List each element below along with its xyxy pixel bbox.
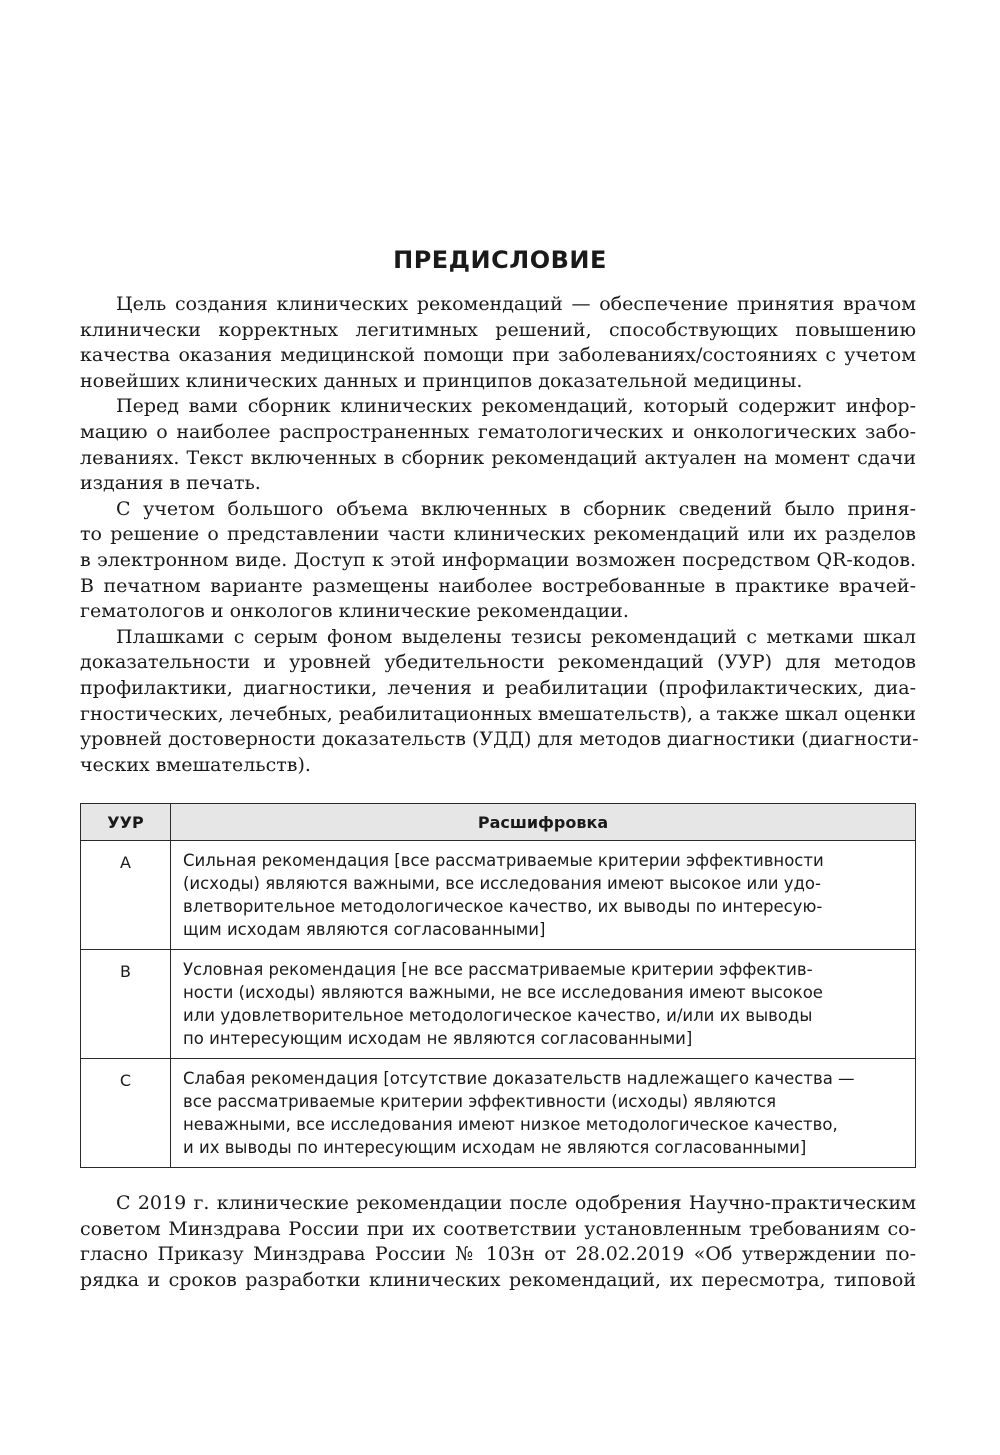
- table-header-row: [81, 804, 916, 841]
- text-line: С 2019 г. клинические рекомендации после одобрения Научно-практическим: [116, 1192, 916, 1214]
- text-line: гласно Приказу Минздрава России № 103н от 28.02.2019 «Об утверждении по-: [80, 1243, 916, 1266]
- text-line: клинически корректных легитимных решений, способствующих повышению: [80, 318, 916, 341]
- text-line: ческих вмешательств).: [80, 753, 311, 776]
- paragraph-scales: [80, 625, 919, 779]
- paragraph-purpose: [80, 292, 916, 394]
- cell-line: все рассматриваемые критерии эффективности (исходы) являются: [183, 1092, 777, 1111]
- cell-line: ности (исходы) являются важными, не все исследования имеют высокое: [183, 983, 823, 1002]
- cell-line: Слабая рекомендация [отсутствие доказательств надлежащего качества —: [183, 1069, 855, 1088]
- cell-line: (исходы) являются важными, все исследования имеют высокое или удо-: [183, 874, 821, 893]
- page-title: ПРЕДИСЛОВИЕ: [393, 246, 607, 274]
- text-line: Плашками с серым фоном выделены тезисы рекомендаций с метками шкал: [116, 625, 916, 648]
- text-line: В печатном варианте размещены наиболее востребованные в практике врачей-: [80, 574, 916, 597]
- cell-line: Условная рекомендация [не все рассматриваемые критерии эффектив-: [183, 960, 813, 979]
- table-row: [81, 950, 916, 1059]
- description-cell: [171, 1059, 916, 1168]
- text-line: издания в печать.: [80, 472, 261, 495]
- text-line: качества оказания медицинской помощи при заболеваниях/состояниях с учетом: [80, 344, 916, 367]
- closing-text: [80, 1191, 916, 1293]
- text-line: гностических, лечебных, реабилитационных вмешательств), а также шкал оценки: [80, 702, 916, 725]
- text-line: в электронном виде. Доступ к этой информации возможен посредством QR-кодов.: [80, 548, 916, 571]
- text-line: леваниях. Текст включенных в сборник рекомендаций актуален на момент сдачи: [80, 446, 916, 469]
- text-line: гематологов и онкологов клинические рекомендации.: [80, 600, 629, 623]
- cell-line: влетворительное методологическое качество, их выводы по интересую-: [183, 897, 823, 916]
- cell-line: щим исходам являются согласованными]: [183, 920, 546, 939]
- text-line: рядка и сроков разработки клинических рекомендаций, их пересмотра, типовой: [80, 1268, 916, 1291]
- grade-cell: A: [81, 841, 171, 950]
- description-cell: [171, 841, 916, 950]
- text-line: профилактики, диагностики, лечения и реабилитации (профилактических, диа-: [80, 676, 916, 699]
- column-header-description: Расшифровка: [171, 804, 916, 841]
- intro-text: [80, 292, 919, 778]
- grade-cell: B: [81, 950, 171, 1059]
- table-row: [81, 1059, 916, 1168]
- cell-line: по интересующим исходам не являются согласованными]: [183, 1029, 693, 1048]
- text-line: советом Минздрава России при их соответствии установленным требованиям со-: [80, 1217, 916, 1240]
- text-line: С учетом большого объема включенных в сборник сведений было приня-: [116, 497, 916, 520]
- text-line: доказательности и уровней убедительности рекомендаций (УУР) для методов: [80, 651, 916, 674]
- grade-cell: C: [81, 1059, 171, 1168]
- paragraph-collection: [80, 394, 916, 496]
- paragraph-electronic: [80, 497, 916, 625]
- text-line: новейших клинических данных и принципов доказательной медицины.: [80, 369, 803, 392]
- cell-line: и их выводы по интересующим исходам не являются согласованными]: [183, 1138, 807, 1157]
- table-row: [81, 841, 916, 950]
- text-line: Цель создания клинических рекомендаций — обеспечение принятия врачом: [116, 293, 916, 315]
- text-line: Перед вами сборник клинических рекомендаций, который содержит инфор-: [116, 395, 916, 418]
- cell-line: Сильная рекомендация [все рассматриваемые критерии эффективности: [183, 851, 824, 870]
- text-line: уровней достоверности доказательств (УДД) для методов диагностики (диагности-: [80, 728, 919, 751]
- column-header-grade: УУР: [81, 804, 171, 841]
- paragraph-approval: [80, 1191, 916, 1293]
- description-cell: [171, 950, 916, 1059]
- text-line: то решение о представлении части клинических рекомендаций или их разделов: [80, 523, 916, 546]
- recommendation-grade-table: [80, 803, 916, 1168]
- cell-line: или удовлетворительное методологическое качество, и/или их выводы: [183, 1006, 813, 1025]
- text-line: мацию о наиболее распространенных гематологических и онкологических забо-: [80, 420, 916, 443]
- cell-line: неважными, все исследования имеют низкое методологическое качество,: [183, 1115, 838, 1134]
